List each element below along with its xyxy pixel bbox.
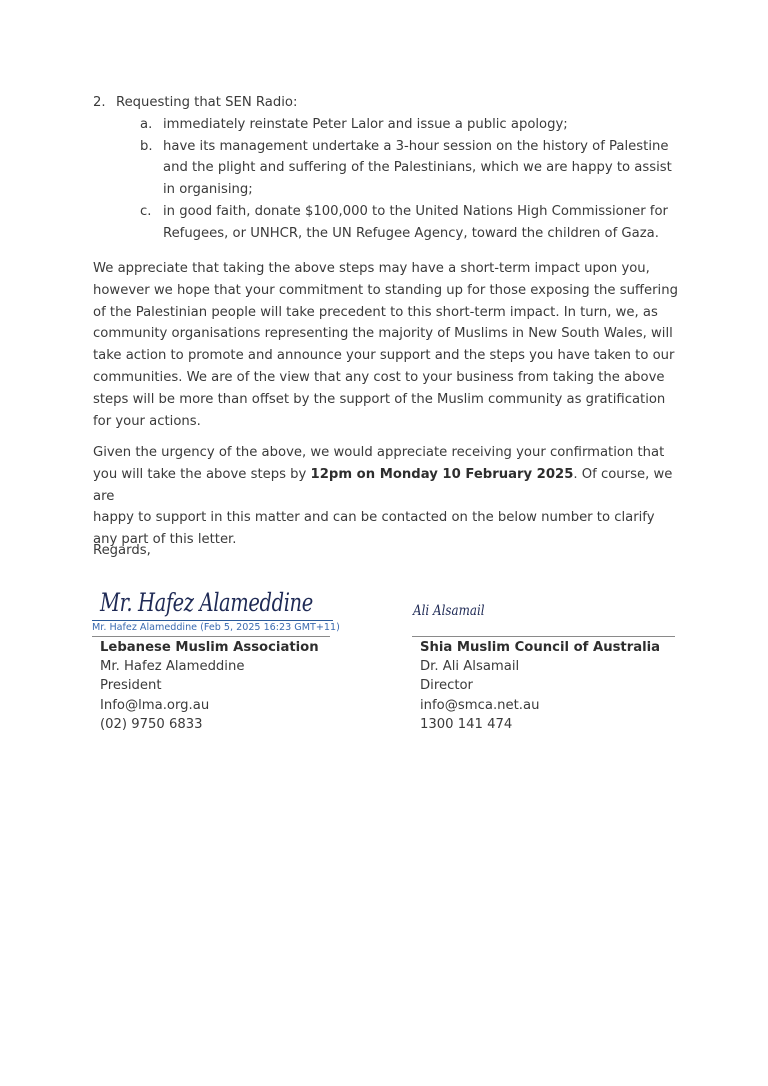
paragraph-line: take action to promote and announce your support and the steps you have taken to our [93, 348, 675, 364]
signatory-name: Mr. Hafez Alameddine [100, 659, 245, 675]
signature-underline [92, 620, 333, 621]
list-item-text: Requesting that SEN Radio: [116, 95, 298, 110]
paragraph-line: steps will be more than offset by the support of the Muslim community as gratification [93, 391, 666, 407]
paragraph-line: We appreciate that taking the above steps may have a short-term impact upon you, [93, 261, 650, 276]
signatory-title: President [100, 678, 162, 694]
subitem-line: and the plight and suffering of the Palestinians, which we are happy to assist [163, 160, 672, 176]
deadline-lead: you will take the above steps by [93, 466, 311, 482]
paragraph-line: of the Palestinian people will take precedent to this short-term impact. In turn, we, as [93, 304, 658, 320]
signature-ali: Ali Alsamail [413, 603, 485, 619]
paragraph-line: communities. We are of the view that any cost to your business from taking the above [93, 369, 665, 385]
subitem-label: a. [140, 116, 153, 132]
paragraph-line: happy to support in this matter and can be contacted on the below number to clarify [93, 510, 655, 526]
signatory-smca [420, 638, 660, 734]
paragraph-deadline [93, 442, 683, 551]
signatory-email: Info@lma.org.au [100, 697, 210, 713]
subitem-c [93, 201, 683, 245]
paragraph-impact [93, 258, 683, 432]
list-number: 2. [93, 95, 106, 110]
subitem-line: Refugees, or UNHCR, the UN Refugee Agency, toward the children of Gaza. [163, 225, 659, 241]
signatory-lma [100, 638, 319, 734]
signature-rule [92, 636, 330, 637]
paragraph-line: however we hope that your commitment to standing up for those exposing the suffering [93, 282, 678, 298]
subitem-b [93, 136, 683, 201]
subitem-line: in organising; [163, 182, 253, 198]
subitem-label: b. [140, 138, 153, 154]
deadline-date: 12pm on Monday 10 February 2025 [310, 466, 574, 482]
paragraph-line: Given the urgency of the above, we would appreciate receiving your confirmation that [93, 445, 665, 460]
deadline-tail: . Of course, we are [93, 466, 673, 504]
signatory-phone: 1300 141 474 [420, 716, 513, 732]
signatory-phone: (02) 9750 6833 [100, 716, 203, 732]
subitem-line: in good faith, donate $100,000 to the United Nations High Commissioner for [163, 203, 668, 219]
signatory-title: Director [420, 678, 473, 694]
request-list [93, 92, 683, 245]
subitem-label: c. [140, 203, 152, 219]
list-item-2 [93, 92, 683, 114]
subitem-line: immediately reinstate Peter Lalor and issue a public apology; [163, 116, 568, 132]
closing-regards: Regards, [93, 543, 151, 558]
signature-timestamp: Mr. Hafez Alameddine (Feb 5, 2025 16:23 GMT+11) [92, 622, 340, 633]
signatory-name: Dr. Ali Alsamail [420, 659, 520, 675]
signature-rule [412, 636, 675, 637]
signature-hafez: Mr. Hafez Alameddine [100, 588, 313, 617]
paragraph-line: any part of this letter. [93, 532, 237, 548]
subitem-a [93, 114, 683, 136]
paragraph-line: community organisations representing the majority of Muslims in New South Wales, will [93, 326, 673, 342]
signatory-email: info@smca.net.au [420, 697, 540, 713]
subitem-line: have its management undertake a 3-hour session on the history of Palestine [163, 138, 669, 154]
organisation-name: Lebanese Muslim Association [100, 640, 319, 655]
organisation-name: Shia Muslim Council of Australia [420, 640, 661, 655]
paragraph-line: for your actions. [93, 413, 201, 429]
paragraph-line [93, 464, 683, 508]
